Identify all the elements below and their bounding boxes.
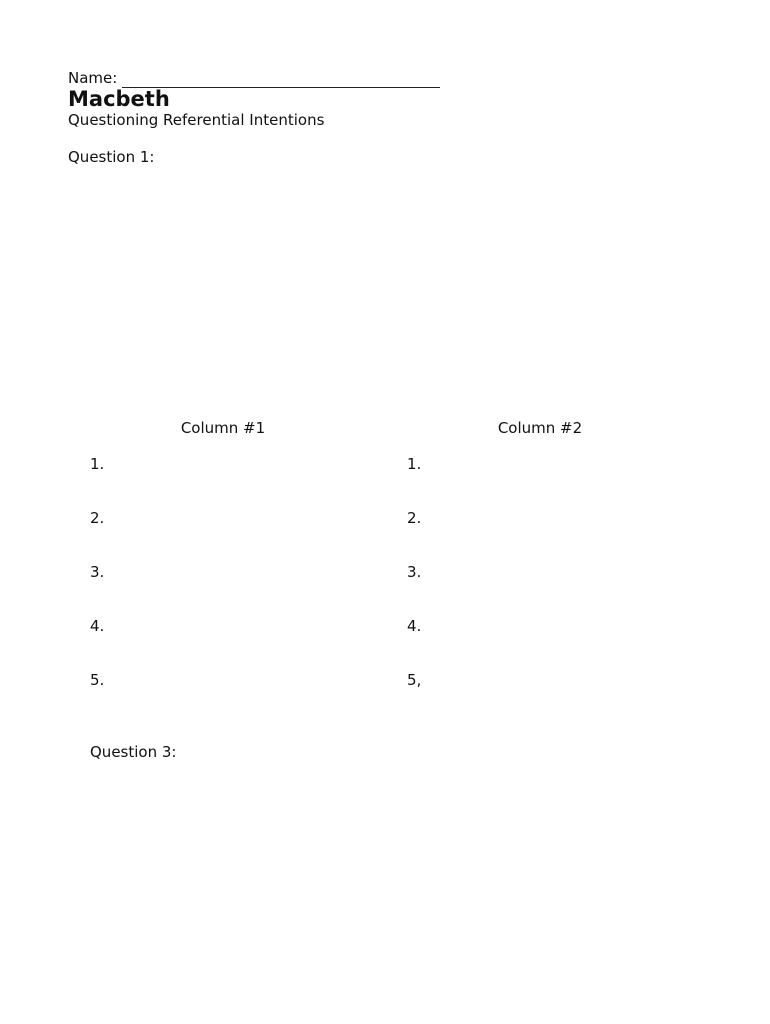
- column-2-item-2: 2.: [407, 509, 422, 527]
- column-2-item-5: 5,: [407, 671, 422, 689]
- name-label: Name:: [68, 69, 118, 87]
- column-2-item-4: 4.: [407, 617, 422, 635]
- document-title: Macbeth: [68, 87, 170, 111]
- column-1-item-3: 3.: [90, 563, 105, 581]
- column-2-item-1: 1.: [407, 455, 422, 473]
- document-subtitle: Questioning Referential Intentions: [68, 111, 325, 129]
- column-2-item-3: 3.: [407, 563, 422, 581]
- column-1-item-4: 4.: [90, 617, 105, 635]
- column-1-item-1: 1.: [90, 455, 105, 473]
- column-2-heading: Column #2: [497, 419, 583, 437]
- column-1-item-2: 2.: [90, 509, 105, 527]
- question-3-label: Question 3:: [90, 743, 177, 761]
- column-1-heading: Column #1: [180, 419, 266, 437]
- column-1-item-5: 5.: [90, 671, 105, 689]
- question-1-label: Question 1:: [68, 148, 155, 166]
